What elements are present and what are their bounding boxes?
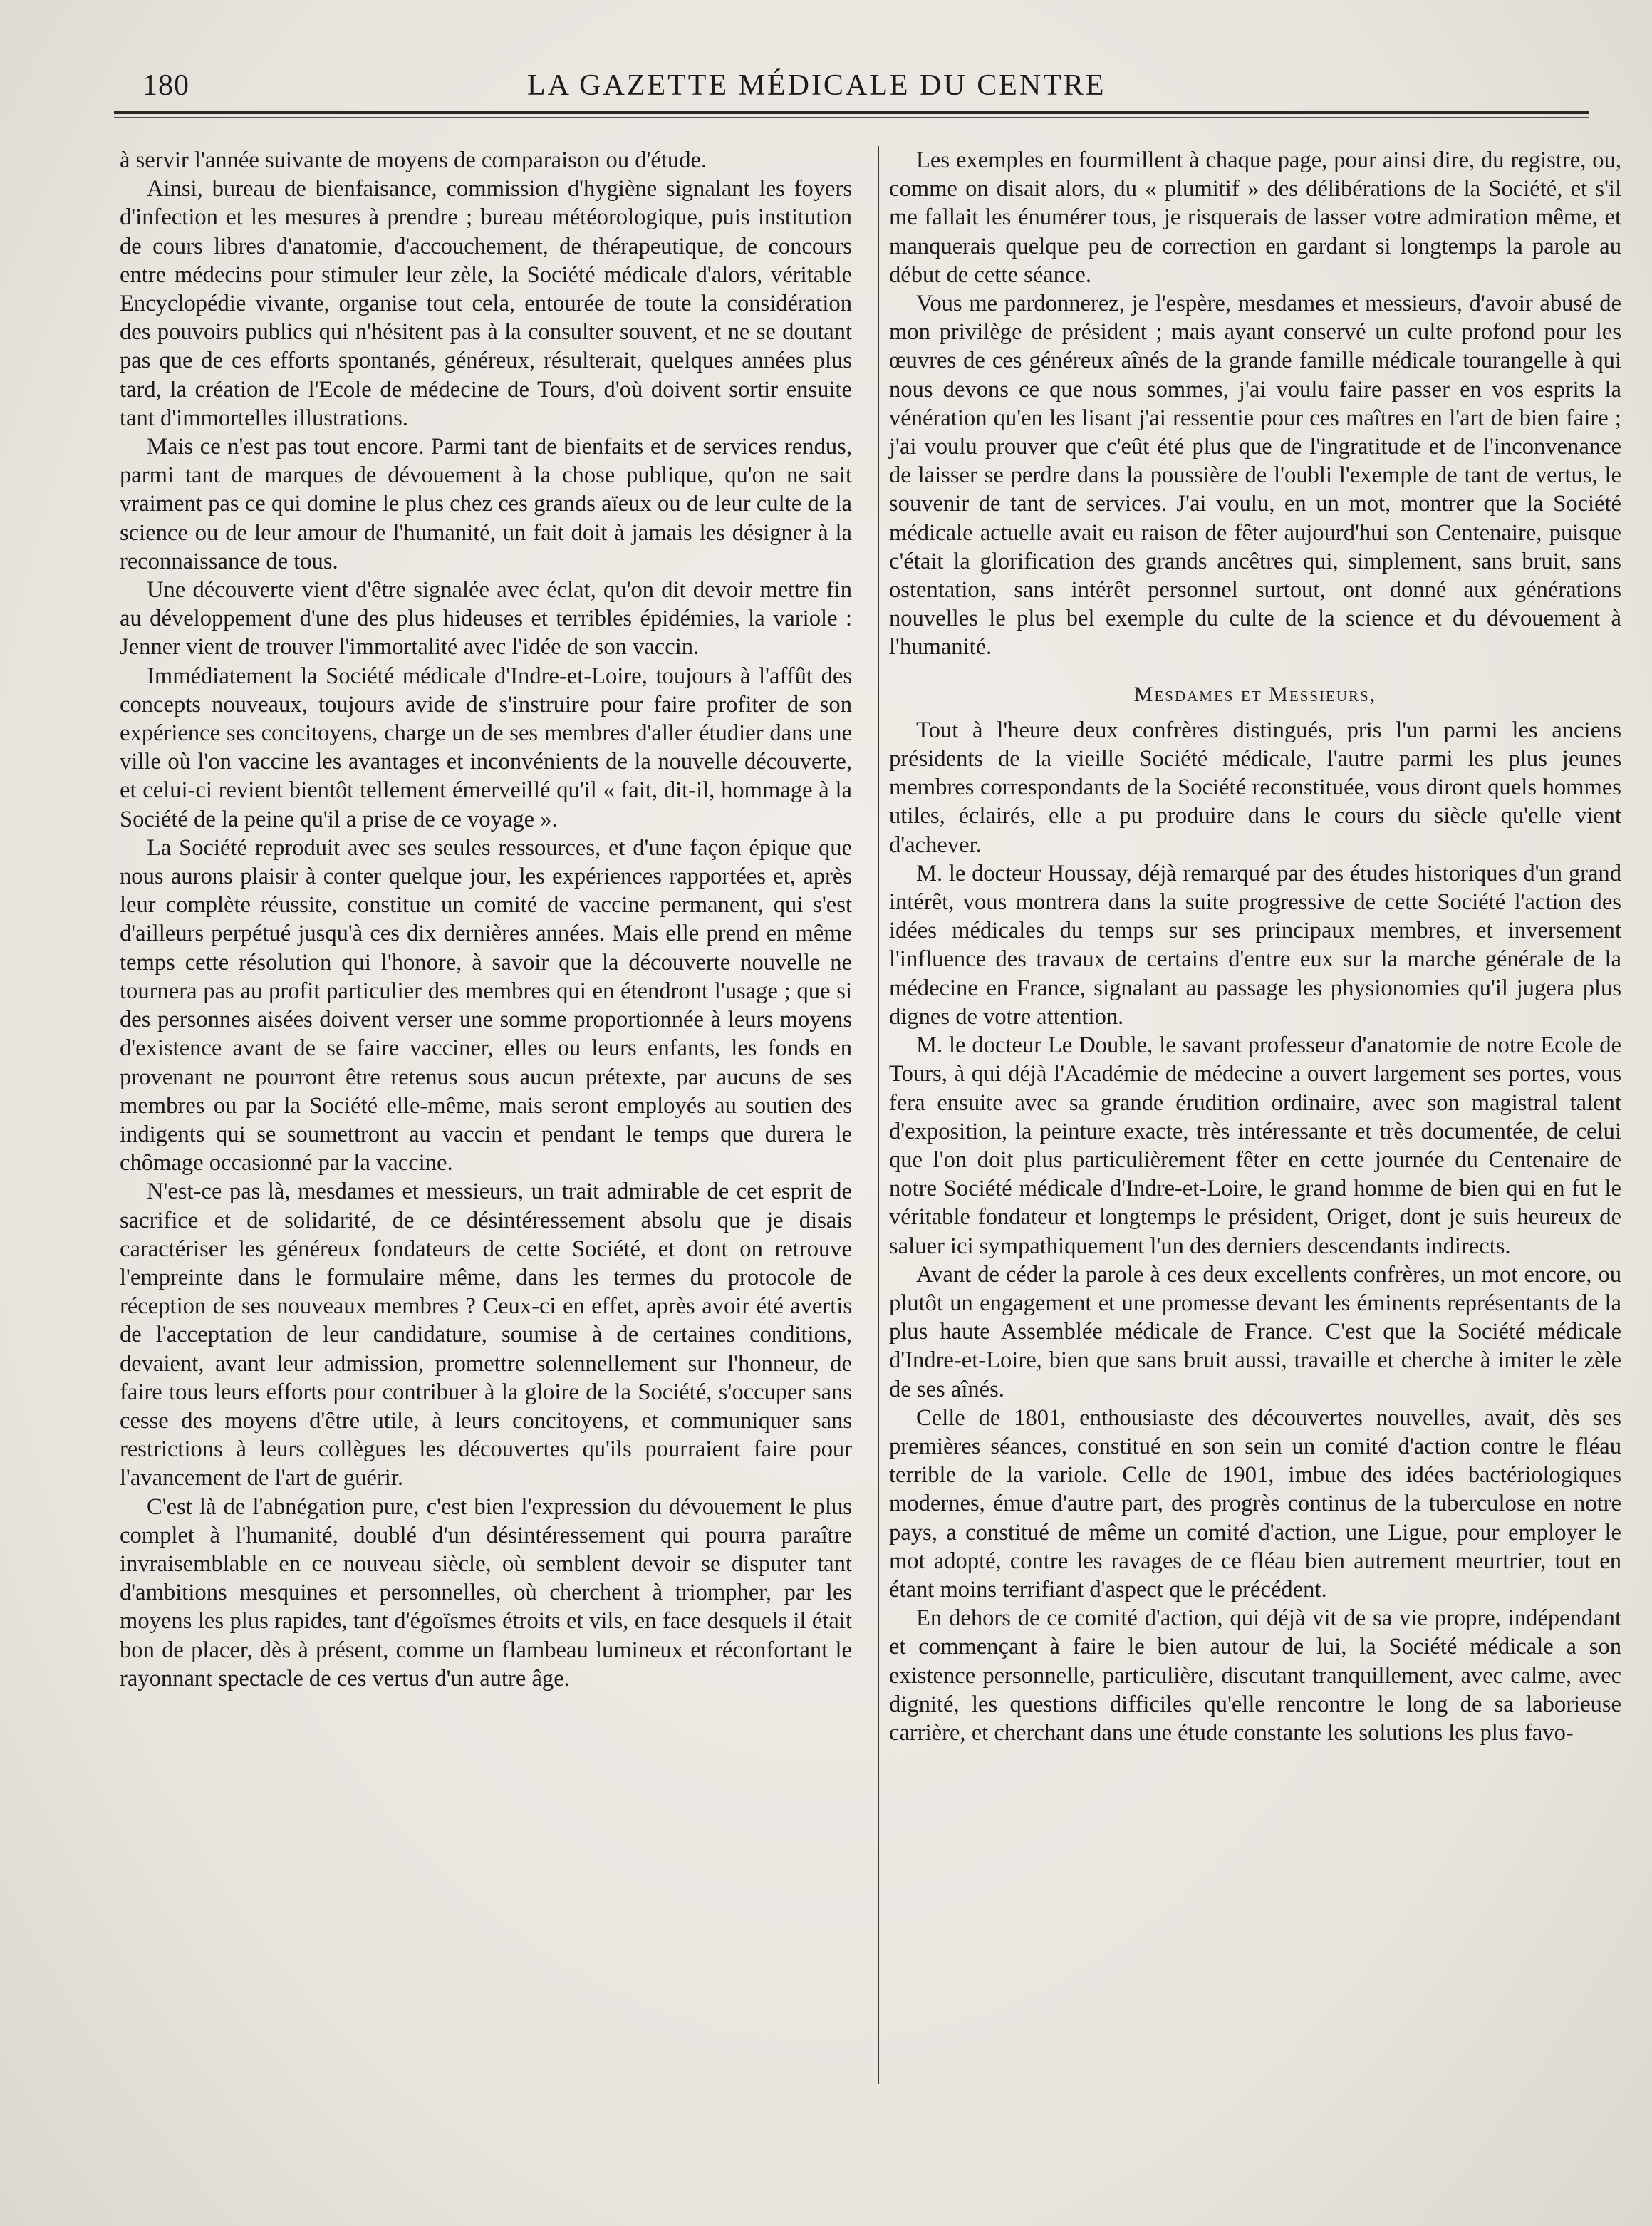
left-paragraph-4: Une découverte vient d'être signalée avec éclat, qu'on dit devoir mettre fin au développement d'une des plus hideuses et terribles épidémies, la variole : Jenner vient de trouver l'immortalité avec l'idée de son vaccin. — [120, 577, 852, 661]
header-rule — [114, 111, 1589, 114]
right-paragraph-6: Avant de céder la parole à ces deux excellents confrères, un mot encore, ou plutôt un engagement et une promesse devant les éminents représentants de la plus haute Assemblée médicale de France. C'est que la Société médicale d'Indre-et-Loire, bien que sans bruit aussi, travaille et cherche à imiter le zèle de ses aînés. — [889, 1261, 1621, 1402]
column-divider — [878, 146, 879, 2084]
right-paragraph-8: En dehors de ce comité d'action, qui déjà vit de sa vie propre, indépendant et commençant à faire le bien autour de lui, la Société médicale a son existence personnelle, particulière, discutant tranquillement, avec calme, avec dignité, les questions difficiles qu'elle rencontre le long de sa laborieuse carrière, et cherchant dans une étude constante les solutions les plus favo- — [889, 1605, 1621, 1746]
left-paragraph-7: N'est-ce pas là, mesdames et messieurs, un trait admirable de cet esprit de sacrifice et de solidarité, de ce désintéressement absolu que je disais caractériser les généreux fondateurs de cette Société, et dont on retrouve l'empreinte dans le formulaire même, dans les termes du protocole de réception de ses nouveaux membres ? Ceux-ci en effet, après avoir été avertis de l'acceptation de leur candidature, soumise à de certaines conditions, devaient, avant leur admission, promettre solennellement sur l'honneur, de faire tous leurs efforts pour contribuer à la gloire de la Société, s'occuper sans cesse des moyens d'être utile, à leurs concitoyens, et communiquer sans restrictions à leurs collègues les découvertes qu'ils pourraient faire pour l'avancement de l'art de guérir. — [120, 1179, 852, 1491]
left-column — [120, 146, 852, 1693]
right-column — [889, 146, 1621, 1747]
left-paragraph-5: Immédiatement la Société médicale d'Indre-et-Loire, toujours à l'affût des concepts nouveaux, toujours avide de s'instruire pour faire profiter de son expérience ses concitoyens, charge un de ses membres d'aller étudier dans une ville où l'on vaccine les avantages et inconvénients de la nouvelle découverte, et celui-ci revient bientôt tellement émerveillé qu'il « fait, dit-il, hommage à la Société de la peine qu'il a prise de ce voyage ». — [120, 663, 852, 832]
left-paragraph-1: à servir l'année suivante de moyens de comparaison ou d'étude. — [120, 147, 707, 173]
right-paragraph-4: M. le docteur Houssay, déjà remarqué par des études historiques d'un grand intérêt, vous montrera dans la suite progressive de cette Société l'action des idées médicales du temps sur ses principaux membres, et inversement l'influence des travaux de certains d'entre eux sur la marche générale de la médecine en France, signalant au passage les physionomies qu'il jugera plus dignes de votre attention. — [889, 860, 1621, 1030]
left-paragraph-2: Ainsi, bureau de bienfaisance, commission d'hygiène signalant les foyers d'infection et les mesures à prendre ; bureau météorologique, puis institution de cours libres d'anatomie, d'accouchement, de thérapeutique, de concours entre médecins pour stimuler leur zèle, la Société médicale d'alors, véritable Encyclopédie vivante, organise tout cela, entourée de toute la considération des pouvoirs publics qui n'hésitent pas à la consulter souvent, et ne se doutant pas que de ces efforts spontanés, généreux, résulterait, quelques années plus tard, la création de l'Ecole de médecine de Tours, d'où doivent sortir ensuite tant d'immortelles illustrations. — [120, 176, 852, 431]
right-paragraph-5: M. le docteur Le Double, le savant professeur d'anatomie de notre Ecole de Tours, à qui déjà l'Académie de médecine a ouvert largement ses portes, vous fera ensuite avec sa grande érudition ordinaire, avec son magistral talent d'exposition, la peinture exacte, très intéressante et très documentée, de celui que l'on doit plus particulièrement fêter en cette journée du Centenaire de notre Société médicale d'Indre-et-Loire, le grand homme de bien qui en fut le véritable fondateur et longtemps le président, Origet, dont je suis heureux de saluer ici sympathiquement l'un des derniers descendants indirects. — [889, 1032, 1621, 1259]
left-paragraph-8: C'est là de l'abnégation pure, c'est bien l'expression du dévouement le plus complet à l'humanité, doublé d'un désintéressement qui pourra paraître invraisemblable en ce nouveau siècle, où semblent devoir se disputer tant d'ambitions mesquines et personnelles, où cherchent à triompher, par les moyens les plus rapides, tant d'égoïsmes étroits et vils, en face desquels il était bon de placer, dès à présent, comme un flambeau lumineux et réconfortant le rayonnant spectacle de ces vertus d'un autre âge. — [120, 1494, 852, 1692]
right-paragraph-7: Celle de 1801, enthousiaste des découvertes nouvelles, avait, dès ses premières séances, constitué en son sein un comité d'action contre le fléau terrible de la variole. Celle de 1901, imbue des idées bactériologiques modernes, émue d'autre part, des progrès continus de la tuberculose en notre pays, a constitué de même un comité d'action, une Ligue, pour employer le mot adopté, contre les ravages de ce fléau bien autrement meurtrier, tout en étant moins terrifiant d'aspect que le précédent. — [889, 1404, 1621, 1603]
page-header — [142, 63, 1610, 113]
right-paragraph-3: Tout à l'heure deux confrères distingués, pris l'un parmi les anciens présidents de la vieille Société médicale, l'autre parmi les plus jeunes membres correspondants de la Société reconstituée, vous diront quels hommes utiles, éclairés, elle a pu produire dans le cours du siècle qu'elle vient d'achever. — [889, 717, 1621, 858]
left-paragraph-3: Mais ce n'est pas tout encore. Parmi tant de bienfaits et de services rendus, parmi tant de marques de dévouement à la chose publique, qu'on ne sait vraiment pas ce qui domine le plus chez ces grands aïeux ou de leur culte de la science ou de leur amour de l'humanité, un fait doit à jamais les désigner à la reconnaissance de tous. — [120, 434, 852, 574]
page-number: 180 — [142, 69, 189, 102]
running-title: LA GAZETTE MÉDICALE DU CENTRE — [527, 69, 1106, 102]
left-paragraph-6: La Société reproduit avec ses seules ressources, et d'une façon épique que nous aurons plaisir à conter quelque jour, les expériences rapportées et, après leur complète réussite, constitue un comité de vaccine permanent, qui s'est d'ailleurs perpétué jusqu'à ces dix dernières années. Mais elle prend en même temps cette résolution qui l'honore, à savoir que la découverte nouvelle ne tournera pas au profit particulier des membres qui en étendront l'usage ; que si des personnes aisées doivent verser une somme proportionnée à leurs moyens d'existence avant de se faire vacciner, elles ou leurs enfants, les fonds en provenant ne pourront être retenus sous aucun prétexte, par aucuns de ses membres ou par la Société elle-même, mais seront employés au soutien des indigents qui se soumettront au vaccin et pendant le temps que durera le chômage occasionné par la vaccine. — [120, 834, 852, 1176]
header-rule-thin — [114, 117, 1589, 118]
right-paragraph-2: Vous me pardonnerez, je l'espère, mesdames et messieurs, d'avoir abusé de mon privilège de président ; mais ayant conservé un culte profond pour les œuvres de ces généreux aînés de la grande famille médicale tourangelle à qui nous devons ce que nous sommes, j'ai voulu faire passer en vos esprits la vénération qu'en les lisant j'ai ressentie pour ces maîtres en l'art de bien faire ; j'ai voulu prouver que c'eût été plus que de l'ingratitude et de l'inconvenance de laisser se perdre dans la poussière de l'oubli l'exemple de tant de vertus, le souvenir de tant de services. J'ai voulu, en un mot, montrer que la Société médicale actuelle avait eu raison de fêter aujourd'hui son Centenaire, puisque c'était la glorification des grands ancêtres qui, simplement, sans bruit, sans ostentation, sans intérêt personnel surtout, ont donné aux générations nouvelles le plus bel exemple du culte de la science et du dévouement à l'humanité. — [889, 291, 1621, 661]
section-heading: Mesdames et Messieurs, — [1133, 682, 1377, 706]
right-paragraph-1: Les exemples en fourmillent à chaque page, pour ainsi dire, du registre, ou, comme on disait alors, du « plumitif » des délibérations de la Société, et s'il me fallait les énumérer tous, je risquerais de lasser votre admiration même, et manquerais quelque peu de correction en gardant si longtemps la parole au début de cette séance. — [889, 147, 1621, 288]
